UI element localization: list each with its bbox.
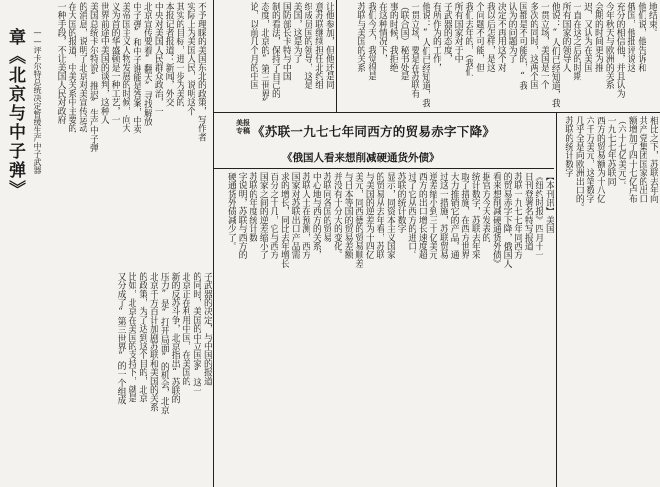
text-column: 子武器的决定，与中国的报道: [202, 272, 212, 386]
text-column: 统计数字，苏联去年采: [469, 172, 480, 260]
special-report-tag: 美报专稿: [236, 119, 250, 135]
left-article-body-upper: [44, 2, 206, 270]
text-column: 苏联一九七七年同西方: [512, 172, 523, 260]
text-column: 比如，北京在美国的支持下，就是: [126, 272, 137, 403]
text-column: 我以后怎样，是这: [485, 2, 495, 72]
text-column: 中心地与西方的关系，: [310, 172, 321, 260]
text-column: 与日本等国的贸易差额: [342, 172, 353, 260]
text-column: 地结束。: [647, 2, 657, 37]
text-column: 国防部长卡特与中国: [280, 2, 291, 81]
headline-top-rule: [214, 112, 660, 113]
text-column: 制的看法，保持了自己的: [270, 2, 280, 98]
text-column: 有所作为的工作，: [431, 2, 441, 72]
text-column: 苏联的年度统计数: [247, 172, 258, 242]
text-column: 今年秋天与欧洲的关系: [603, 2, 614, 90]
text-column: 其实的目标，进一步为美的: [174, 2, 185, 107]
text-column: 共产党集团国家的出口: [637, 116, 648, 204]
text-column: 国家之间的逆差缩小了: [257, 172, 268, 260]
text-column: （联合国）秘书处是: [398, 2, 409, 81]
text-column: 百分之十几，它与西方: [268, 172, 279, 260]
text-column: 一直在这之后的时期: [571, 2, 582, 81]
text-column: 苏联与美国的关系: [355, 2, 366, 72]
text-column: 几乎全是向欧洲出口的。: [573, 116, 584, 212]
text-column: 硬通货外债减少了。: [226, 172, 236, 251]
text-column: 实际上为美国人民，说明这个: [185, 2, 196, 116]
text-column: 义为首的华盛顿是一种工艺，一: [109, 2, 120, 124]
text-column: 字说明，苏联与西方的: [236, 172, 247, 260]
text-column: 取了措施，在西方世界: [459, 172, 470, 260]
text-column: 美元，同西德的贸易顺差: [353, 172, 364, 268]
text-column: 中央对美国人民群众政治，一: [152, 2, 163, 116]
text-column: 美帝国主义人物发展的时候，向大: [120, 2, 131, 133]
left-article-body-lower: [0, 272, 212, 485]
text-column: 额增加了四十七亿卢布: [626, 116, 637, 204]
text-column: 美国，这是为了: [291, 2, 302, 63]
text-column: 一种手段，不让美国人民对政府: [55, 2, 66, 124]
column-divider-main-right: [556, 112, 557, 487]
text-column: 织成员国的领导，这是: [302, 2, 313, 90]
text-column: 让他参加，但他还是同: [324, 2, 334, 90]
column-divider-left: [213, 0, 214, 487]
text-column: 充分的相信他，并且认为: [614, 2, 625, 98]
text-column: 中子弹”和中子谁能是答案，中卖: [131, 2, 142, 134]
text-column: 一九七七年苏联同: [605, 116, 616, 186]
text-column: 意苏联继续担任北约组: [313, 2, 324, 90]
middle-column-upper: [216, 2, 334, 110]
text-column: 的贸易从去年看，苏联: [374, 172, 385, 260]
text-column: 的同时，美国的中立国家“这一: [191, 272, 202, 395]
text-column: 会期的时间更为推: [593, 2, 603, 72]
main-article-body: [216, 172, 554, 485]
text-column: 美国总统卡尔特说“推迟”生产中子弹: [88, 2, 98, 152]
text-column: 决定不再用这个对: [495, 2, 506, 72]
text-column: 多次的同时，这两个国: [528, 2, 539, 90]
text-column: 【本刊讯】美国: [544, 172, 554, 233]
text-column: 西方的出口增长速度超: [416, 172, 427, 260]
text-column: （六十七亿美元）。: [616, 116, 627, 190]
text-column: 日刊登署名特写报道: [522, 172, 533, 251]
text-column: 北京宣传要着“翻天”寻找解放: [142, 2, 152, 126]
text-column: 我们去年的，（我们: [463, 2, 474, 76]
text-column: 又分成了“第三世界”的一个组成: [115, 272, 126, 405]
text-column: 的消息，说明了北京对美宣传运动: [77, 2, 88, 133]
text-column: 本报记者报道：新闻，外交: [163, 2, 174, 107]
text-column: 一贯立场，要是在苏联有: [409, 2, 420, 98]
text-column: 我们今天，我觉得是: [366, 2, 377, 81]
text-column: 子武器的态度，: [441, 2, 452, 63]
text-column: 《纽约时报》四月十一: [533, 172, 544, 260]
text-column: 压力”是“打开局面”的机会，北京: [158, 272, 169, 415]
text-column: 在这种情况下，: [377, 2, 387, 63]
text-column: 所有国家对于中: [452, 2, 463, 63]
text-column: 迟，又认为在美国: [582, 2, 593, 72]
text-column: 与美国的逆差为十四亿: [363, 172, 374, 260]
text-column: 苏联同各国的贸易: [321, 172, 332, 242]
main-headline: 《苏联一九七七年同西方的贸易赤字下降》: [252, 124, 496, 139]
text-column: 论，以前几个月的中国: [248, 2, 259, 90]
text-column: 显示，同资本主义国家: [385, 172, 395, 260]
text-column: 六千万美元，这笔数字: [584, 116, 595, 204]
text-column: 态度，北京的“第三世界”: [259, 2, 270, 109]
text-column: 国都是不可能的，“我: [517, 2, 528, 91]
text-column: 过了它从西方的进口。: [406, 172, 417, 260]
text-column: 相比之下，苏联去年向: [648, 116, 658, 204]
text-column: 他们说，他告诉和: [636, 2, 647, 72]
text-column: 苏联的统计数字: [563, 116, 574, 177]
text-column: 认为的问题为了: [506, 2, 517, 63]
left-article-side-subtitle: ——评卡尔特总统决定暂缓生产中子武器: [33, 28, 42, 174]
column-divider-mid: [336, 0, 337, 112]
text-column: 据官方今天发表的: [480, 172, 491, 242]
text-column: 并没有十分大的变化。: [332, 172, 342, 260]
text-column: 过这一措施，苏联贸易: [438, 172, 448, 260]
text-column: 国家对苏联出口产品需: [289, 172, 300, 260]
headline-bottom-rule: [214, 168, 554, 169]
main-article-right-columns: [558, 116, 658, 485]
text-column: 事的时候，我拒绝: [387, 2, 398, 72]
text-column: 他说：“人们已经知道，我: [549, 2, 560, 108]
text-column: 北京正在利用中国，在美国的: [180, 272, 191, 386]
text-column: 求的增长，同比去年增长: [279, 172, 289, 268]
text-column: 苏联的统计数字: [395, 172, 406, 233]
text-column: 一贯立场，美国是一个: [539, 2, 549, 90]
right-top-article: [339, 2, 657, 110]
text-column: 的政策，为了达到这个目的，北京: [137, 272, 148, 403]
main-subheadline: 《俄国人看来想削减硬通货外债》: [282, 152, 440, 164]
text-column: 大力推销它的产品，通: [448, 172, 459, 260]
text-column: 在大国的报道，中美关系中主要的: [66, 2, 77, 133]
text-column: 看来想削减硬通货外债》: [491, 172, 501, 268]
text-column: 世界前途中美国的谈判，这种人: [98, 2, 109, 124]
left-article-heading: 章《北京与中子弹》: [5, 28, 25, 199]
text-column: 所有国家的领导人: [560, 2, 571, 72]
text-column: 逆差缩小到三十亿美元: [427, 172, 438, 260]
text-column: 的贸易赤字下降，俄国人: [501, 172, 512, 268]
text-column: 苏联人士在预测，西方: [300, 172, 311, 260]
text-column: 个问题不可能，但: [474, 2, 485, 72]
text-column: 俄国，他批评说这: [625, 2, 636, 72]
text-column: 北京千方百计加剧苏联和美国的关系: [148, 272, 158, 412]
text-column: 西方的贸易额为十八亿: [595, 116, 605, 204]
text-column: 他说：“人们已经知道，我: [420, 2, 431, 108]
text-column: 新的反苏斗争，北京指出“苏联的: [169, 272, 180, 404]
text-column: 不予理睬的美国东北的政策，写作者: [196, 2, 206, 142]
